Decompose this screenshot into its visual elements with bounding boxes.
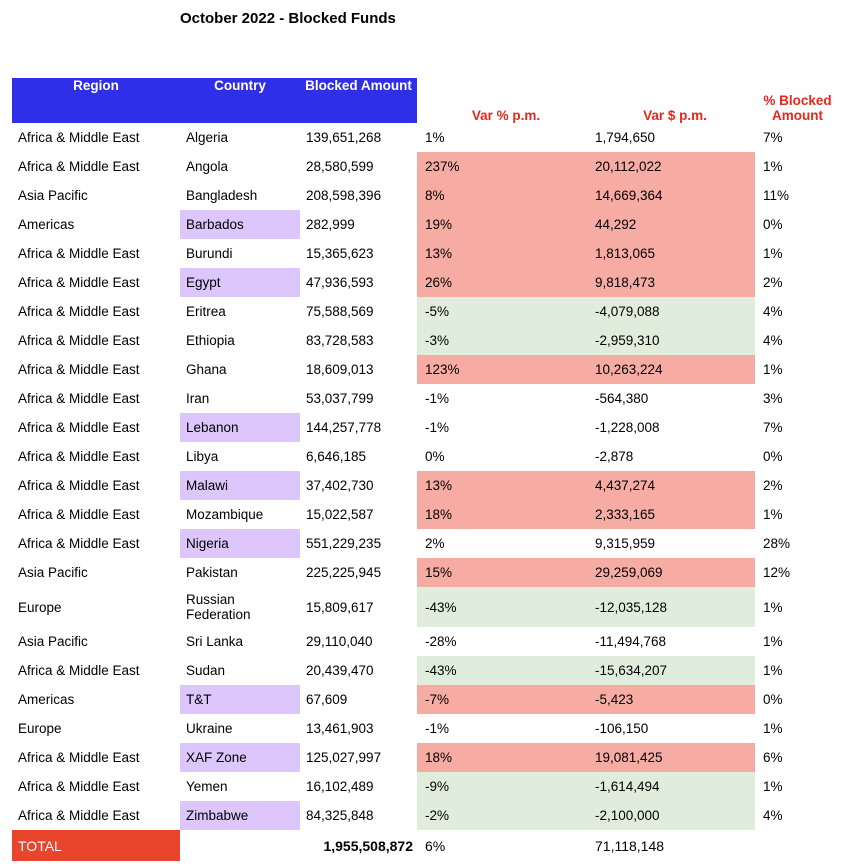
table-row — [12, 123, 840, 152]
cell-pct-blocked: 4% — [763, 333, 783, 348]
cell-region: Africa & Middle East — [18, 391, 140, 406]
cell-region: Africa & Middle East — [18, 779, 140, 794]
cell-region: Africa & Middle East — [18, 362, 140, 377]
cell-var-dollar: 2,333,165 — [587, 500, 755, 529]
table-row — [12, 239, 840, 268]
cell-region: Africa & Middle East — [18, 478, 140, 493]
cell-pct-blocked: 0% — [763, 449, 783, 464]
cell-pct-blocked: 7% — [763, 130, 783, 145]
cell-var-dollar: -12,035,128 — [587, 587, 755, 627]
pct-blocked-line2: Amount — [772, 108, 823, 123]
table-row — [12, 384, 840, 413]
cell-country: Barbados — [180, 210, 300, 239]
cell-country: Yemen — [186, 779, 228, 794]
cell-country: Nigeria — [180, 529, 300, 558]
cell-country: Iran — [186, 391, 210, 406]
cell-region: Europe — [18, 599, 62, 615]
cell-region: Africa & Middle East — [18, 333, 140, 348]
cell-country: Eritrea — [186, 304, 226, 319]
total-var-dollar: 71,118,148 — [587, 830, 755, 861]
cell-var-dollar: -4,079,088 — [587, 297, 755, 326]
table-row — [12, 413, 840, 442]
cell-blocked-amount: 37,402,730 — [306, 478, 374, 493]
cell-var-percent: 18% — [417, 500, 587, 529]
cell-pct-blocked: 12% — [763, 565, 791, 580]
cell-var-percent: 18% — [417, 743, 587, 772]
total-pct-blocked — [755, 830, 840, 861]
cell-pct-blocked: 3% — [763, 391, 783, 406]
table-body — [12, 123, 840, 830]
cell-var-dollar: 14,669,364 — [587, 181, 755, 210]
cell-var-percent: 26% — [417, 268, 587, 297]
cell-region: Asia Pacific — [18, 634, 88, 649]
cell-var-percent: -9% — [417, 772, 587, 801]
table-row — [12, 772, 840, 801]
cell-blocked-amount: 75,588,569 — [306, 304, 374, 319]
cell-var-dollar: 9,818,473 — [587, 268, 755, 297]
cell-blocked-amount: 16,102,489 — [306, 779, 374, 794]
table-row — [12, 181, 840, 210]
cell-blocked-amount: 47,936,593 — [306, 275, 374, 290]
cell-region: Asia Pacific — [18, 188, 88, 203]
table-row — [12, 268, 840, 297]
cell-country: Bangladesh — [186, 188, 258, 203]
cell-var-percent: -1% — [425, 420, 450, 435]
cell-blocked-amount: 13,461,903 — [306, 721, 374, 736]
cell-pct-blocked: 1% — [763, 663, 783, 678]
cell-pct-blocked: 1% — [763, 779, 783, 794]
cell-var-dollar: -5,423 — [587, 685, 755, 714]
cell-country: Ghana — [186, 362, 227, 377]
cell-pct-blocked: 1% — [763, 246, 783, 261]
column-header-region: Region — [12, 78, 180, 123]
cell-region: Africa & Middle East — [18, 750, 140, 765]
cell-var-dollar: 20,112,022 — [587, 152, 755, 181]
cell-var-percent: -1% — [425, 721, 450, 736]
cell-var-percent: 1% — [425, 130, 445, 145]
cell-blocked-amount: 20,439,470 — [306, 663, 374, 678]
table-row — [12, 587, 840, 627]
cell-var-percent: -5% — [417, 297, 587, 326]
page-title: October 2022 - Blocked Funds — [180, 10, 396, 27]
table-row — [12, 714, 840, 743]
cell-pct-blocked: 0% — [763, 217, 783, 232]
cell-pct-blocked: 1% — [763, 721, 783, 736]
table-row — [12, 500, 840, 529]
cell-pct-blocked: 1% — [763, 159, 783, 174]
column-header-var-percent: Var % p.m. — [417, 78, 587, 123]
cell-blocked-amount: 18,609,013 — [306, 362, 374, 377]
table-row — [12, 355, 840, 384]
cell-var-dollar: -11,494,768 — [595, 634, 667, 649]
cell-region: Asia Pacific — [18, 565, 88, 580]
cell-var-percent: 2% — [425, 536, 445, 551]
cell-var-dollar: -1,228,008 — [595, 420, 660, 435]
cell-var-dollar: 1,813,065 — [587, 239, 755, 268]
table-row — [12, 656, 840, 685]
cell-var-percent: 13% — [417, 471, 587, 500]
cell-blocked-amount: 28,580,599 — [306, 159, 374, 174]
cell-var-dollar: -2,100,000 — [587, 801, 755, 830]
column-header-pct-blocked-amount — [755, 78, 840, 123]
total-country — [180, 830, 300, 861]
cell-country: Zimbabwe — [180, 801, 300, 830]
cell-pct-blocked: 1% — [763, 599, 783, 615]
cell-var-percent: -43% — [417, 587, 587, 627]
cell-var-percent: 0% — [425, 449, 445, 464]
cell-region: Africa & Middle East — [18, 507, 140, 522]
cell-var-percent: 123% — [417, 355, 587, 384]
cell-country: Egypt — [180, 268, 300, 297]
cell-var-dollar: 44,292 — [587, 210, 755, 239]
cell-pct-blocked: 1% — [763, 362, 783, 377]
cell-country: Angola — [186, 159, 229, 174]
total-label: TOTAL — [12, 830, 180, 861]
column-header-var-dollar: Var $ p.m. — [587, 78, 755, 123]
cell-country: Sri Lanka — [186, 634, 244, 649]
cell-country: Sudan — [186, 663, 226, 678]
cell-pct-blocked: 4% — [763, 808, 783, 823]
cell-blocked-amount: 225,225,945 — [306, 565, 382, 580]
cell-country: T&T — [180, 685, 300, 714]
cell-region: Africa & Middle East — [18, 159, 140, 174]
cell-country: Lebanon — [180, 413, 300, 442]
cell-region: Americas — [18, 217, 75, 232]
cell-blocked-amount: 29,110,040 — [306, 634, 373, 649]
cell-region: Europe — [18, 721, 62, 736]
pct-blocked-line1: % Blocked — [763, 93, 832, 108]
table-row — [12, 627, 840, 656]
cell-region: Africa & Middle East — [18, 246, 140, 261]
cell-var-percent: -43% — [417, 656, 587, 685]
cell-blocked-amount: 6,646,185 — [306, 449, 367, 464]
table-row — [12, 210, 840, 239]
table-header-row — [12, 78, 840, 123]
cell-pct-blocked: 4% — [763, 304, 783, 319]
cell-blocked-amount: 139,651,268 — [306, 130, 382, 145]
cell-region: Africa & Middle East — [18, 663, 140, 678]
table-row — [12, 297, 840, 326]
table-row — [12, 743, 840, 772]
cell-country: Malawi — [180, 471, 300, 500]
blocked-funds-table — [12, 78, 840, 861]
cell-country: Russian Federation — [186, 592, 251, 622]
cell-country: Burundi — [186, 246, 233, 261]
cell-pct-blocked: 11% — [763, 188, 790, 203]
cell-var-dollar: -106,150 — [595, 721, 649, 736]
cell-country: Mozambique — [186, 507, 264, 522]
cell-var-percent: 237% — [417, 152, 587, 181]
cell-region: Africa & Middle East — [18, 449, 140, 464]
table-row — [12, 685, 840, 714]
cell-blocked-amount: 84,325,848 — [306, 808, 374, 823]
cell-var-dollar: -2,959,310 — [587, 326, 755, 355]
table-row — [12, 558, 840, 587]
cell-region: Americas — [18, 692, 75, 707]
cell-country: XAF Zone — [180, 743, 300, 772]
cell-blocked-amount: 551,229,235 — [306, 536, 382, 551]
table-row — [12, 442, 840, 471]
cell-pct-blocked: 2% — [763, 478, 783, 493]
cell-pct-blocked: 7% — [763, 420, 783, 435]
cell-region: Africa & Middle East — [18, 536, 140, 551]
cell-blocked-amount: 15,022,587 — [306, 507, 374, 522]
cell-blocked-amount: 53,037,799 — [306, 391, 374, 406]
cell-pct-blocked: 28% — [763, 536, 791, 551]
cell-country: Algeria — [186, 130, 229, 145]
cell-var-percent: 19% — [417, 210, 587, 239]
cell-pct-blocked: 1% — [763, 507, 783, 522]
cell-var-dollar: -564,380 — [595, 391, 649, 406]
cell-region: Africa & Middle East — [18, 420, 140, 435]
cell-var-percent: -7% — [417, 685, 587, 714]
table-row — [12, 801, 840, 830]
table-row — [12, 152, 840, 181]
cell-region: Africa & Middle East — [18, 808, 140, 823]
cell-var-dollar: 1,794,650 — [595, 130, 656, 145]
cell-var-dollar: 9,315,959 — [595, 536, 656, 551]
cell-blocked-amount: 144,257,778 — [306, 420, 382, 435]
cell-var-dollar: -2,878 — [595, 449, 634, 464]
cell-var-percent: -1% — [425, 391, 450, 406]
cell-pct-blocked: 0% — [763, 692, 783, 707]
cell-country: Pakistan — [186, 565, 238, 580]
cell-blocked-amount: 83,728,583 — [306, 333, 374, 348]
column-header-blocked-amount: Blocked Amount — [300, 78, 417, 123]
cell-var-dollar: -1,614,494 — [587, 772, 755, 801]
cell-country: Libya — [186, 449, 219, 464]
cell-region: Africa & Middle East — [18, 275, 140, 290]
cell-region: Africa & Middle East — [18, 304, 140, 319]
cell-var-percent: -3% — [417, 326, 587, 355]
cell-var-percent: -2% — [417, 801, 587, 830]
cell-country: Ukraine — [186, 721, 233, 736]
table-row — [12, 529, 840, 558]
total-blocked-amount: 1,955,508,872 — [300, 830, 417, 861]
cell-blocked-amount: 282,999 — [306, 217, 355, 232]
cell-blocked-amount: 125,027,997 — [306, 750, 382, 765]
total-row — [12, 830, 840, 861]
table-row — [12, 326, 840, 355]
total-var-percent: 6% — [417, 830, 587, 861]
cell-region: Africa & Middle East — [18, 130, 140, 145]
cell-var-percent: 15% — [417, 558, 587, 587]
cell-blocked-amount: 15,809,617 — [306, 599, 374, 615]
cell-var-dollar: -15,634,207 — [587, 656, 755, 685]
cell-var-dollar: 29,259,069 — [587, 558, 755, 587]
cell-var-dollar: 4,437,274 — [587, 471, 755, 500]
cell-country: Ethiopia — [186, 333, 235, 348]
cell-var-percent: -28% — [425, 634, 457, 649]
table-row — [12, 471, 840, 500]
cell-pct-blocked: 1% — [763, 634, 783, 649]
cell-pct-blocked: 2% — [763, 275, 783, 290]
cell-pct-blocked: 6% — [763, 750, 783, 765]
cell-blocked-amount: 15,365,623 — [306, 246, 374, 261]
cell-blocked-amount: 208,598,396 — [306, 188, 382, 203]
cell-var-percent: 13% — [417, 239, 587, 268]
cell-var-dollar: 19,081,425 — [587, 743, 755, 772]
cell-var-dollar: 10,263,224 — [587, 355, 755, 384]
column-header-country: Country — [180, 78, 300, 123]
cell-var-percent: 8% — [417, 181, 587, 210]
cell-blocked-amount: 67,609 — [306, 692, 348, 707]
